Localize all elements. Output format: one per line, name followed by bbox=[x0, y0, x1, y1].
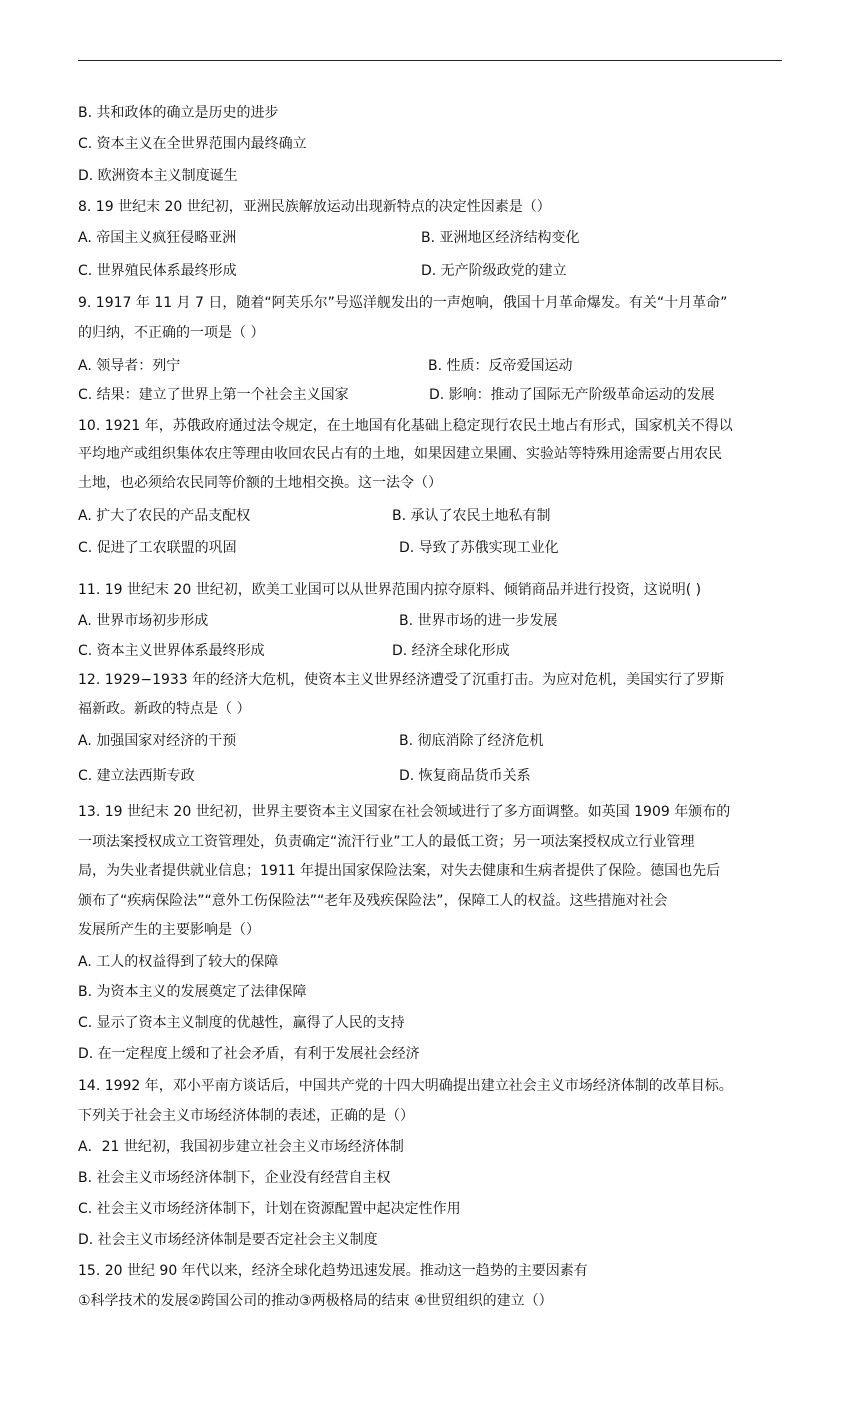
q13-stem-line-1: 13. 19 世纪末 20 世纪初，世界主要资本主义国家在社会领域进行了多方面调整。如英国 1909 年颁布的 bbox=[78, 804, 731, 820]
q8-option-a: A. 帝国主义疯狂侵略亚洲 bbox=[78, 230, 237, 246]
q13-option-d: D. 在一定程度上缓和了社会矛盾，有利于发展社会经济 bbox=[78, 1046, 420, 1062]
q10-stem-line-1: 10. 1921 年，苏俄政府通过法令规定，在土地国有化基础上稳定现行农民土地占有形式，国家机关不得以 bbox=[78, 418, 733, 434]
q10-stem-line-2: 平均地产或组织集体农庄等理由收回农民占有的土地，如果因建立果圃、实验站等特殊用途需要占用农民 bbox=[78, 446, 722, 462]
q13-stem-line-3: 局，为失业者提供就业信息；1911 年提出国家保险法案，对失去健康和生病者提供了保险。德国也先后 bbox=[78, 863, 721, 879]
q11-option-c: C. 资本主义世界体系最终形成 bbox=[78, 643, 265, 659]
q14-stem-line-1: 14. 1992 年，邓小平南方谈话后，中国共产党的十四大明确提出建立社会主义市场经济体制的改革目标。 bbox=[78, 1078, 733, 1094]
q14-option-d: D. 社会主义市场经济体制是要否定社会主义制度 bbox=[78, 1232, 378, 1248]
q12-option-a: A. 加强国家对经济的干预 bbox=[78, 733, 237, 749]
q12-option-c: C. 建立法西斯专政 bbox=[78, 768, 195, 784]
q7-option-b: B. 共和政体的确立是历史的进步 bbox=[78, 105, 279, 121]
q13-stem-line-2: 一项法案授权成立工资管理处，负责确定“流汗行业”工人的最低工资；另一项法案授权成立行业管理 bbox=[78, 834, 695, 850]
q13-stem-line-4: 颁布了“疾病保险法”“意外工伤保险法”“老年及残疾保险法”，保障工人的权益。这些措施对社会 bbox=[78, 893, 668, 909]
q14-option-b: B. 社会主义市场经济体制下，企业没有经营自主权 bbox=[78, 1170, 391, 1186]
q10-option-a: A. 扩大了农民的产品支配权 bbox=[78, 508, 251, 524]
q13-option-c: C. 显示了资本主义制度的优越性，赢得了人民的支持 bbox=[78, 1015, 405, 1031]
q12-option-d: D. 恢复商品货币关系 bbox=[399, 768, 531, 784]
q13-option-b: B. 为资本主义的发展奠定了法律保障 bbox=[78, 984, 307, 1000]
q15-stem-line-2: ①科学技术的发展②跨国公司的推动③两极格局的结束 ④世贸组织的建立（） bbox=[78, 1293, 553, 1309]
q9-option-b: B. 性质：反帝爱国运动 bbox=[428, 358, 573, 374]
q9-option-a: A. 领导者：列宁 bbox=[78, 358, 181, 374]
q10-option-b: B. 承认了农民土地私有制 bbox=[392, 508, 551, 524]
q11-option-a: A. 世界市场初步形成 bbox=[78, 613, 209, 629]
q7-option-c: C. 资本主义在全世界范围内最终确立 bbox=[78, 136, 307, 152]
q11-option-b: B. 世界市场的进一步发展 bbox=[399, 613, 558, 629]
q8-stem: 8. 19 世纪末 20 世纪初，亚洲民族解放运动出现新特点的决定性因素是（） bbox=[78, 199, 551, 215]
q12-stem-line-1: 12. 1929−1933 年的经济大危机，使资本主义世界经济遭受了沉重打击。为应对危机，美国实行了罗斯 bbox=[78, 672, 725, 688]
q11-stem: 11. 19 世纪末 20 世纪初，欧美工业国可以从世界范围内掠夺原料、倾销商品并进行投资，这说明( ) bbox=[78, 582, 702, 598]
q9-stem-line-2: 的归纳，不正确的一项是（ ） bbox=[78, 325, 265, 341]
q15-stem-line-1: 15. 20 世纪 90 年代以来，经济全球化趋势迅速发展。推动这一趋势的主要因素有 bbox=[78, 1263, 588, 1279]
q13-stem-line-5: 发展所产生的主要影响是（） bbox=[78, 922, 260, 938]
q8-option-b: B. 亚洲地区经济结构变化 bbox=[421, 230, 580, 246]
q12-option-b: B. 彻底消除了经济危机 bbox=[399, 733, 544, 749]
q13-option-a: A. 工人的权益得到了较大的保障 bbox=[78, 954, 279, 970]
q14-option-a: A．21 世纪初，我国初步建立社会主义市场经济体制 bbox=[78, 1139, 404, 1155]
q8-option-d: D. 无产阶级政党的建立 bbox=[421, 263, 567, 279]
q10-stem-line-3: 土地，也必须给农民同等价额的土地相交换。这一法令（） bbox=[78, 475, 442, 491]
q10-option-d: D. 导致了苏俄实现工业化 bbox=[399, 540, 559, 556]
q7-option-d: D. 欧洲资本主义制度诞生 bbox=[78, 168, 238, 184]
q9-option-d: D. 影响：推动了国际无产阶级革命运动的发展 bbox=[429, 387, 715, 403]
q8-option-c: C. 世界殖民体系最终形成 bbox=[78, 263, 237, 279]
q10-option-c: C. 促进了工农联盟的巩固 bbox=[78, 540, 237, 556]
header-rule bbox=[78, 60, 782, 61]
q14-option-c: C. 社会主义市场经济体制下，计划在资源配置中起决定性作用 bbox=[78, 1201, 461, 1217]
q11-option-d: D. 经济全球化形成 bbox=[392, 643, 510, 659]
q9-stem-line-1: 9. 1917 年 11 月 7 日，随着“阿芙乐尔”号巡洋舰发出的一声炮响，俄国十月革命爆发。有关“十月革命” bbox=[78, 295, 728, 311]
q12-stem-line-2: 福新政。新政的特点是（ ） bbox=[78, 701, 251, 717]
q14-stem-line-2: 下列关于社会主义市场经济体制的表述，正确的是（） bbox=[78, 1108, 414, 1124]
q9-option-c: C. 结果：建立了世界上第一个社会主义国家 bbox=[78, 387, 349, 403]
